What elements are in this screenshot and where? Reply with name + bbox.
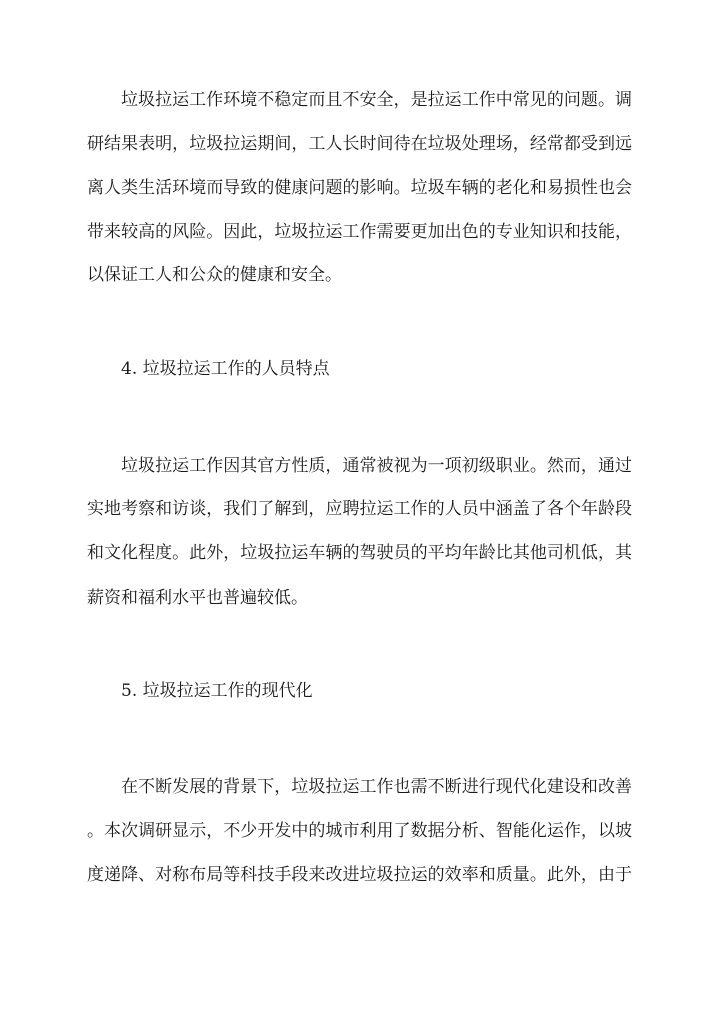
- paragraph-2-line-3: 和文化程度。此外，垃圾拉运车辆的驾驶员的平均年龄比其他司机低，其: [87, 543, 632, 563]
- paragraph-3-line-1: 在不断发展的背景下，垃圾拉运工作也需不断进行现代化建设和改善: [121, 777, 632, 797]
- paragraph-1-line-4: 带来较高的风险。因此，垃圾拉运工作需要更加出色的专业知识和技能，: [87, 222, 632, 242]
- paragraph-1-line-2: 研结果表明，垃圾拉运期间，工人长时间待在垃圾处理场，经常都受到远: [87, 134, 632, 154]
- paragraph-2-line-2: 实地考察和访谈，我们了解到，应聘拉运工作的人员中涵盖了各个年龄段: [87, 499, 632, 519]
- paragraph-1-line-1: 垃圾拉运工作环境不稳定而且不安全，是拉运工作中常见的问题。调: [121, 90, 632, 110]
- section-heading-4: 4. 垃圾拉运工作的人员特点: [121, 359, 330, 379]
- paragraph-2-line-1: 垃圾拉运工作因其官方性质，通常被视为一项初级职业。然而，通过: [121, 456, 632, 476]
- paragraph-1-line-5: 以保证工人和公众的健康和安全。: [87, 265, 342, 285]
- paragraph-3-line-3: 度递降、对称布局等科技手段来改进垃圾拉运的效率和质量。此外，由于: [87, 865, 632, 885]
- section-heading-5: 5. 垃圾拉运工作的现代化: [121, 681, 313, 701]
- paragraph-3-line-2: 。本次调研显示，不少开发中的城市利用了数据分析、智能化运作，以坡: [87, 821, 632, 841]
- paragraph-1-line-3: 离人类生活环境而导致的健康问题的影响。垃圾车辆的老化和易损性也会: [87, 178, 632, 198]
- paragraph-2-line-4: 薪资和福利水平也普遍较低。: [87, 588, 308, 608]
